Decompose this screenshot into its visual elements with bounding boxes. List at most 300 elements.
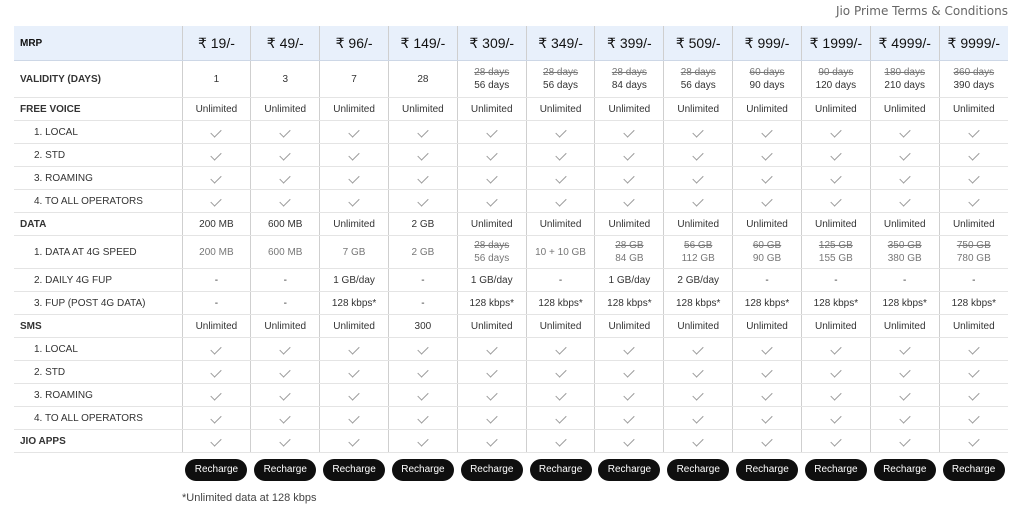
checkmark-icon: [761, 435, 772, 446]
current-value: 155 GB: [818, 253, 853, 264]
check-cell: [388, 338, 457, 361]
check-cell: [801, 167, 870, 190]
checkmark-icon: [348, 412, 359, 423]
value-cell: Unlimited: [320, 315, 389, 338]
checkmark-icon: [555, 343, 566, 354]
recharge-button[interactable]: Recharge: [943, 459, 1005, 481]
recharge-button[interactable]: Recharge: [185, 459, 247, 481]
checkmark-icon: [968, 126, 979, 137]
value-cell: -: [939, 269, 1008, 292]
checkmark-icon: [968, 343, 979, 354]
checkmark-icon: [280, 366, 291, 377]
checkmark-icon: [555, 126, 566, 137]
check-cell: [526, 384, 595, 407]
checkmark-icon: [280, 412, 291, 423]
row-data-4g: [14, 236, 1008, 269]
current-value: 56 days: [680, 80, 716, 91]
check-cell: [939, 167, 1008, 190]
checkmark-icon: [211, 343, 222, 354]
checkmark-icon: [624, 343, 635, 354]
checkmark-icon: [830, 195, 841, 206]
value-cell: -: [182, 292, 251, 315]
current-value: 7: [351, 73, 357, 85]
checkmark-icon: [211, 195, 222, 206]
checkmark-icon: [486, 149, 497, 160]
value-cell: [388, 61, 457, 98]
checkmark-icon: [968, 172, 979, 183]
value-cell: Unlimited: [939, 98, 1008, 121]
checkmark-icon: [486, 195, 497, 206]
checkmark-icon: [348, 149, 359, 160]
row-sms-roaming: [14, 384, 1008, 407]
check-cell: [251, 384, 320, 407]
checkmark-icon: [830, 343, 841, 354]
value-cell: [320, 61, 389, 98]
check-cell: [939, 384, 1008, 407]
checkmark-icon: [555, 412, 566, 423]
checkmark-icon: [417, 195, 428, 206]
check-cell: [801, 384, 870, 407]
check-cell: [664, 407, 733, 430]
check-cell: [320, 167, 389, 190]
value-cell: -: [388, 269, 457, 292]
value-cell: Unlimited: [526, 98, 595, 121]
old-value: 28 days: [543, 67, 579, 78]
value-cell: 1 GB/day: [457, 269, 526, 292]
checkmark-icon: [899, 126, 910, 137]
check-cell: [388, 167, 457, 190]
check-cell: [320, 121, 389, 144]
checkmark-icon: [486, 366, 497, 377]
checkmark-icon: [624, 412, 635, 423]
check-cell: [526, 407, 595, 430]
checkmark-icon: [830, 435, 841, 446]
check-cell: [870, 361, 939, 384]
check-cell: [595, 338, 664, 361]
check-cell: [457, 167, 526, 190]
value-cell: Unlimited: [733, 98, 802, 121]
row-local: [14, 121, 1008, 144]
check-cell: [251, 361, 320, 384]
recharge-button[interactable]: Recharge: [530, 459, 592, 481]
check-cell: [595, 121, 664, 144]
checkmark-icon: [693, 389, 704, 400]
row-sms-all-operators: [14, 407, 1008, 430]
value-cell: Unlimited: [733, 213, 802, 236]
checkmark-icon: [693, 366, 704, 377]
check-cell: [664, 167, 733, 190]
price-cell: ₹ 49/-: [251, 26, 320, 61]
value-cell: -: [182, 269, 251, 292]
old-value: 180 days: [884, 67, 925, 78]
check-cell: [182, 121, 251, 144]
checkmark-icon: [211, 149, 222, 160]
check-cell: [182, 167, 251, 190]
check-cell: [664, 384, 733, 407]
check-cell: [801, 407, 870, 430]
checkmark-icon: [211, 366, 222, 377]
row-label: 2. STD: [14, 361, 182, 384]
current-value: 120 days: [815, 80, 857, 91]
row-label: FREE VOICE: [14, 98, 182, 121]
value-cell: Unlimited: [801, 213, 870, 236]
check-cell: [320, 384, 389, 407]
check-cell: [388, 384, 457, 407]
checkmark-icon: [555, 172, 566, 183]
row-label: 2. STD: [14, 144, 182, 167]
value-cell: -: [251, 269, 320, 292]
checkmark-icon: [486, 435, 497, 446]
check-cell: [801, 361, 870, 384]
value-cell: Unlimited: [801, 315, 870, 338]
current-value: 90 GB: [752, 253, 782, 264]
checkmark-icon: [968, 195, 979, 206]
checkmark-icon: [486, 172, 497, 183]
row-label: 3. ROAMING: [14, 167, 182, 190]
row-sms-local: [14, 338, 1008, 361]
checkmark-icon: [211, 435, 222, 446]
value-cell: Unlimited: [870, 213, 939, 236]
row-roaming: [14, 167, 1008, 190]
current-value: 390 days: [953, 80, 995, 91]
checkmark-icon: [555, 389, 566, 400]
checkmark-icon: [761, 343, 772, 354]
checkmark-icon: [417, 389, 428, 400]
check-cell: [457, 190, 526, 213]
value-cell: [595, 236, 664, 269]
recharge-button[interactable]: Recharge: [874, 459, 936, 481]
checkmark-icon: [348, 126, 359, 137]
checkmark-icon: [624, 172, 635, 183]
row-std: [14, 144, 1008, 167]
check-cell: [733, 121, 802, 144]
check-cell: [733, 361, 802, 384]
old-value: 28 days: [474, 240, 510, 251]
value-cell: -: [733, 269, 802, 292]
check-cell: [939, 121, 1008, 144]
checkmark-icon: [624, 149, 635, 160]
current-value: 3: [282, 73, 289, 85]
checkmark-icon: [830, 412, 841, 423]
checkmark-icon: [348, 389, 359, 400]
check-cell: [733, 384, 802, 407]
price-cell: ₹ 1999/-: [801, 26, 870, 61]
checkmark-icon: [693, 412, 704, 423]
current-value: 210 days: [884, 80, 925, 91]
check-cell: [526, 338, 595, 361]
current-value: 56 days: [474, 253, 510, 264]
checkmark-icon: [555, 435, 566, 446]
value-cell: [870, 236, 939, 269]
check-cell: [595, 190, 664, 213]
check-cell: [595, 361, 664, 384]
value-cell: 128 kbps*: [595, 292, 664, 315]
row-jio-apps: [14, 430, 1008, 453]
checkmark-icon: [624, 126, 635, 137]
checkmark-icon: [555, 149, 566, 160]
recharge-button[interactable]: Recharge: [254, 459, 316, 481]
recharge-button[interactable]: Recharge: [323, 459, 385, 481]
check-cell: [595, 430, 664, 453]
row-label: 3. ROAMING: [14, 384, 182, 407]
check-cell: [251, 430, 320, 453]
check-cell: [526, 430, 595, 453]
check-cell: [595, 407, 664, 430]
value-cell: [733, 236, 802, 269]
checkmark-icon: [761, 172, 772, 183]
current-value: 200 MB: [199, 246, 234, 258]
check-cell: [182, 407, 251, 430]
checkmark-icon: [280, 172, 291, 183]
row-label: 2. DAILY 4G FUP: [14, 269, 182, 292]
checkmark-icon: [280, 389, 291, 400]
check-cell: [457, 407, 526, 430]
value-cell: 1 GB/day: [595, 269, 664, 292]
check-cell: [388, 361, 457, 384]
value-cell: Unlimited: [939, 315, 1008, 338]
check-cell: [664, 190, 733, 213]
check-cell: [182, 384, 251, 407]
value-cell: Unlimited: [457, 213, 526, 236]
checkmark-icon: [417, 126, 428, 137]
recharge-button[interactable]: Recharge: [667, 459, 729, 481]
value-cell: Unlimited: [320, 98, 389, 121]
value-cell: Unlimited: [526, 213, 595, 236]
value-cell: 1 GB/day: [320, 269, 389, 292]
row-label: 1. LOCAL: [14, 338, 182, 361]
checkmark-icon: [555, 195, 566, 206]
checkmark-icon: [693, 172, 704, 183]
checkmark-icon: [348, 195, 359, 206]
value-cell: Unlimited: [664, 213, 733, 236]
check-cell: [388, 430, 457, 453]
value-cell: Unlimited: [251, 98, 320, 121]
check-cell: [595, 144, 664, 167]
checkmark-icon: [968, 435, 979, 446]
checkmark-icon: [968, 149, 979, 160]
current-value: 28: [417, 73, 429, 85]
checkmark-icon: [761, 149, 772, 160]
row-label: 1. DATA AT 4G SPEED: [14, 236, 182, 269]
checkmark-icon: [211, 172, 222, 183]
checkmark-icon: [899, 389, 910, 400]
checkmark-icon: [624, 389, 635, 400]
current-value: 780 GB: [956, 253, 991, 264]
check-cell: [182, 430, 251, 453]
check-cell: [320, 144, 389, 167]
checkmark-icon: [280, 195, 291, 206]
value-cell: -: [251, 292, 320, 315]
old-value: 28 days: [611, 67, 647, 78]
recharge-button[interactable]: Recharge: [392, 459, 454, 481]
value-cell: Unlimited: [251, 315, 320, 338]
old-value: 28 days: [680, 67, 716, 78]
check-cell: [457, 384, 526, 407]
value-cell: Unlimited: [870, 315, 939, 338]
checkmark-icon: [761, 366, 772, 377]
value-cell: [251, 61, 320, 98]
check-cell: [320, 361, 389, 384]
price-cell: ₹ 9999/-: [939, 26, 1008, 61]
old-value: 350 GB: [887, 240, 922, 251]
current-value: 90 days: [749, 80, 785, 91]
check-cell: [320, 190, 389, 213]
value-cell: 128 kbps*: [801, 292, 870, 315]
old-value: 90 days: [818, 67, 854, 78]
row-label: 4. TO ALL OPERATORS: [14, 407, 182, 430]
check-cell: [801, 338, 870, 361]
check-cell: [664, 144, 733, 167]
check-cell: [939, 361, 1008, 384]
value-cell: [870, 61, 939, 98]
value-cell: Unlimited: [182, 315, 251, 338]
check-cell: [526, 144, 595, 167]
checkmark-icon: [899, 149, 910, 160]
value-cell: -: [388, 292, 457, 315]
current-value: 112 GB: [681, 253, 715, 264]
row-label: JIO APPS: [14, 430, 182, 453]
terms-link[interactable]: Jio Prime Terms & Conditions: [835, 4, 1008, 18]
check-cell: [664, 430, 733, 453]
checkmark-icon: [211, 126, 222, 137]
current-value: 2 GB: [411, 246, 435, 258]
checkmark-icon: [968, 389, 979, 400]
old-value: 56 GB: [684, 240, 713, 251]
checkmark-icon: [211, 389, 222, 400]
check-cell: [870, 407, 939, 430]
checkmark-icon: [830, 172, 841, 183]
checkmark-icon: [348, 172, 359, 183]
footnote: *Unlimited data at 128 kbps: [182, 492, 317, 504]
value-cell: Unlimited: [182, 98, 251, 121]
checkmark-icon: [624, 435, 635, 446]
check-cell: [733, 430, 802, 453]
value-cell: Unlimited: [457, 98, 526, 121]
value-cell: Unlimited: [870, 98, 939, 121]
recharge-button[interactable]: Recharge: [805, 459, 867, 481]
checkmark-icon: [211, 412, 222, 423]
old-value: 28 days: [474, 67, 510, 78]
checkmark-icon: [486, 389, 497, 400]
price-cell: ₹ 999/-: [733, 26, 802, 61]
check-cell: [733, 167, 802, 190]
checkmark-icon: [417, 366, 428, 377]
check-cell: [320, 430, 389, 453]
check-cell: [870, 144, 939, 167]
checkmark-icon: [761, 389, 772, 400]
checkmark-icon: [417, 149, 428, 160]
checkmark-icon: [899, 412, 910, 423]
value-cell: 128 kbps*: [526, 292, 595, 315]
current-value: 84 GB: [615, 253, 644, 264]
check-cell: [320, 407, 389, 430]
value-cell: Unlimited: [388, 98, 457, 121]
check-cell: [388, 144, 457, 167]
checkmark-icon: [280, 126, 291, 137]
check-cell: [526, 167, 595, 190]
checkmark-icon: [899, 195, 910, 206]
checkmark-icon: [693, 343, 704, 354]
price-cell: ₹ 509/-: [664, 26, 733, 61]
checkmark-icon: [899, 172, 910, 183]
row-label: 1. LOCAL: [14, 121, 182, 144]
row-free-voice: [14, 98, 1008, 121]
price-cell: ₹ 309/-: [457, 26, 526, 61]
row-label: 3. FUP (POST 4G DATA): [14, 292, 182, 315]
value-cell: [457, 236, 526, 269]
check-cell: [870, 121, 939, 144]
value-cell: 600 MB: [251, 213, 320, 236]
check-cell: [801, 121, 870, 144]
recharge-button[interactable]: Recharge: [598, 459, 660, 481]
check-cell: [182, 361, 251, 384]
check-cell: [388, 190, 457, 213]
check-cell: [457, 121, 526, 144]
value-cell: -: [801, 269, 870, 292]
checkmark-icon: [693, 435, 704, 446]
current-value: 56 days: [543, 80, 579, 91]
value-cell: 200 MB: [182, 213, 251, 236]
old-value: 125 GB: [818, 240, 853, 251]
check-cell: [182, 190, 251, 213]
value-cell: Unlimited: [939, 213, 1008, 236]
checkmark-icon: [555, 366, 566, 377]
check-cell: [664, 338, 733, 361]
checkmark-icon: [968, 366, 979, 377]
check-cell: [526, 121, 595, 144]
row-sms-std: [14, 361, 1008, 384]
check-cell: [251, 338, 320, 361]
check-cell: [870, 190, 939, 213]
check-cell: [939, 338, 1008, 361]
price-cell: ₹ 19/-: [182, 26, 251, 61]
recharge-button[interactable]: Recharge: [736, 459, 798, 481]
check-cell: [801, 144, 870, 167]
checkmark-icon: [417, 435, 428, 446]
check-cell: [870, 167, 939, 190]
value-cell: 128 kbps*: [733, 292, 802, 315]
value-cell: [664, 61, 733, 98]
check-cell: [251, 407, 320, 430]
checkmark-icon: [693, 149, 704, 160]
check-cell: [733, 190, 802, 213]
check-cell: [388, 121, 457, 144]
value-cell: [388, 236, 457, 269]
checkmark-icon: [417, 172, 428, 183]
value-cell: -: [526, 269, 595, 292]
value-cell: [664, 236, 733, 269]
row-label: 4. TO ALL OPERATORS: [14, 190, 182, 213]
value-cell: [939, 61, 1008, 98]
value-cell: -: [870, 269, 939, 292]
value-cell: 128 kbps*: [320, 292, 389, 315]
old-value: 60 days: [749, 67, 785, 78]
price-cell: ₹ 4999/-: [870, 26, 939, 61]
checkmark-icon: [417, 412, 428, 423]
value-cell: [801, 236, 870, 269]
value-cell: [939, 236, 1008, 269]
value-cell: 128 kbps*: [664, 292, 733, 315]
value-cell: Unlimited: [595, 213, 664, 236]
recharge-button[interactable]: Recharge: [461, 459, 523, 481]
check-cell: [664, 361, 733, 384]
check-cell: [320, 338, 389, 361]
value-cell: Unlimited: [595, 315, 664, 338]
check-cell: [801, 190, 870, 213]
checkmark-icon: [968, 412, 979, 423]
check-cell: [251, 121, 320, 144]
current-value: 7 GB: [342, 246, 366, 258]
